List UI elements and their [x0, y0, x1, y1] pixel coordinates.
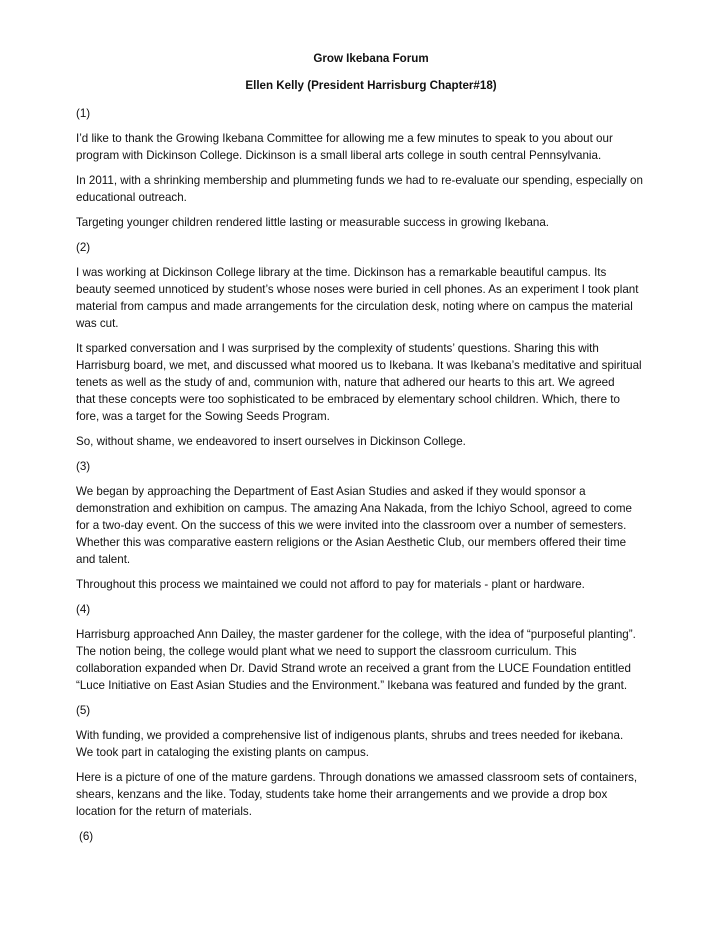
paragraph-line: We began by approaching the Department of East Asian Studies and asked if they would sponsor a	[76, 485, 586, 498]
paragraph-line: was cut.	[76, 317, 119, 330]
paragraph-line: “Luce Initiative on East Asian Studies and the Environment.” Ikebana was featured and funded by the grant.	[76, 679, 628, 692]
paragraph-line: Whether this was comparative eastern religions or the Asian Aesthetic Club, our members offered their time	[76, 536, 627, 549]
paragraph-line: for a two-day event. On the success of this we were invited into the classroom over a number of semesters.	[76, 519, 627, 532]
paragraph	[76, 769, 666, 820]
section-marker: (1)	[76, 107, 91, 120]
section-marker: (6)	[79, 830, 94, 843]
paragraph	[76, 264, 666, 332]
paragraph-line: demonstration and exhibition on campus. The amazing Ana Nakada, from the Ichiyo School, agreed to come	[76, 502, 632, 515]
document-page	[76, 50, 666, 853]
paragraph-line: material from campus and made arrangements for the circulation desk, noting where on campus the material	[76, 300, 633, 313]
document-body	[76, 105, 666, 845]
paragraph-line: So, without shame, we endeavored to insert ourselves in Dickinson College.	[76, 435, 466, 448]
paragraph-line: Targeting younger children rendered little lasting or measurable success in growing Ikebana.	[76, 216, 550, 229]
paragraph-line: Throughout this process we maintained we could not afford to pay for materials - plant or hardware.	[76, 578, 585, 591]
paragraph-line: I was working at Dickinson College library at the time. Dickinson has a remarkable beautiful campus. Its	[76, 266, 607, 279]
paragraph-line: We took part in cataloging the existing plants on campus.	[76, 746, 370, 759]
section-marker: (5)	[76, 704, 91, 717]
paragraph-line: shears, kenzans and the like. Today, students take home their arrangements and we provide a drop box	[76, 788, 608, 801]
paragraph-line: program with Dickinson College. Dickinson is a small liberal arts college in south central Pennsylvania.	[76, 149, 602, 162]
paragraph	[76, 214, 666, 231]
paragraph	[76, 576, 666, 593]
paragraph-line: Here is a picture of one of the mature gardens. Through donations we amassed classroom sets of containers,	[76, 771, 638, 784]
paragraph	[76, 130, 666, 164]
paragraph-line: tenets as well as the study of and, communion with, nature that adhered our hearts to this art. We agreed	[76, 376, 615, 389]
paragraph	[76, 626, 666, 694]
paragraph	[76, 433, 666, 450]
paragraph-line: The notion being, the college would plant what we need to support the classroom curriculum. This	[76, 645, 577, 658]
paragraph	[76, 172, 666, 206]
paragraph-line: collaboration expanded when Dr. David Strand wrote an received a grant from the LUCE Foundation entitled	[76, 662, 631, 675]
paragraph-line: and talent.	[76, 553, 131, 566]
paragraph-line: Harrisburg board, we met, and discussed what moored us to Ikebana. It was Ikebana’s meditative and spiritual	[76, 359, 642, 372]
paragraph	[76, 483, 666, 568]
paragraph-line: With funding, we provided a comprehensive list of indigenous plants, shrubs and trees needed for ikebana.	[76, 729, 624, 742]
paragraph-line: I’d like to thank the Growing Ikebana Committee for allowing me a few minutes to speak to you about our	[76, 132, 613, 145]
document-title: Grow Ikebana Forum	[313, 52, 429, 65]
paragraph	[76, 727, 666, 761]
document-subtitle: Ellen Kelly (President Harrisburg Chapter#18)	[245, 79, 497, 92]
paragraph-line: location for the return of materials.	[76, 805, 252, 818]
paragraph-line: educational outreach.	[76, 191, 187, 204]
paragraph-line: beauty seemed unnoticed by student’s whose noses were buried in cell phones. As an experiment I took plant	[76, 283, 639, 296]
paragraph-line: It sparked conversation and I was surprised by the complexity of students’ questions. Sharing this with	[76, 342, 599, 355]
paragraph	[76, 340, 666, 425]
section-marker: (4)	[76, 603, 91, 616]
paragraph-line: Harrisburg approached Ann Dailey, the master gardener for the college, with the idea of “purposeful planting”.	[76, 628, 636, 641]
paragraph-line: that these concepts were too sophisticated to be embraced by elementary school children. Which, there to	[76, 393, 620, 406]
paragraph-line: fore, was a target for the Sowing Seeds Program.	[76, 410, 330, 423]
section-marker: (2)	[76, 241, 91, 254]
section-marker: (3)	[76, 460, 91, 473]
paragraph-line: In 2011, with a shrinking membership and plummeting funds we had to re-evaluate our spending, especially on	[76, 174, 643, 187]
